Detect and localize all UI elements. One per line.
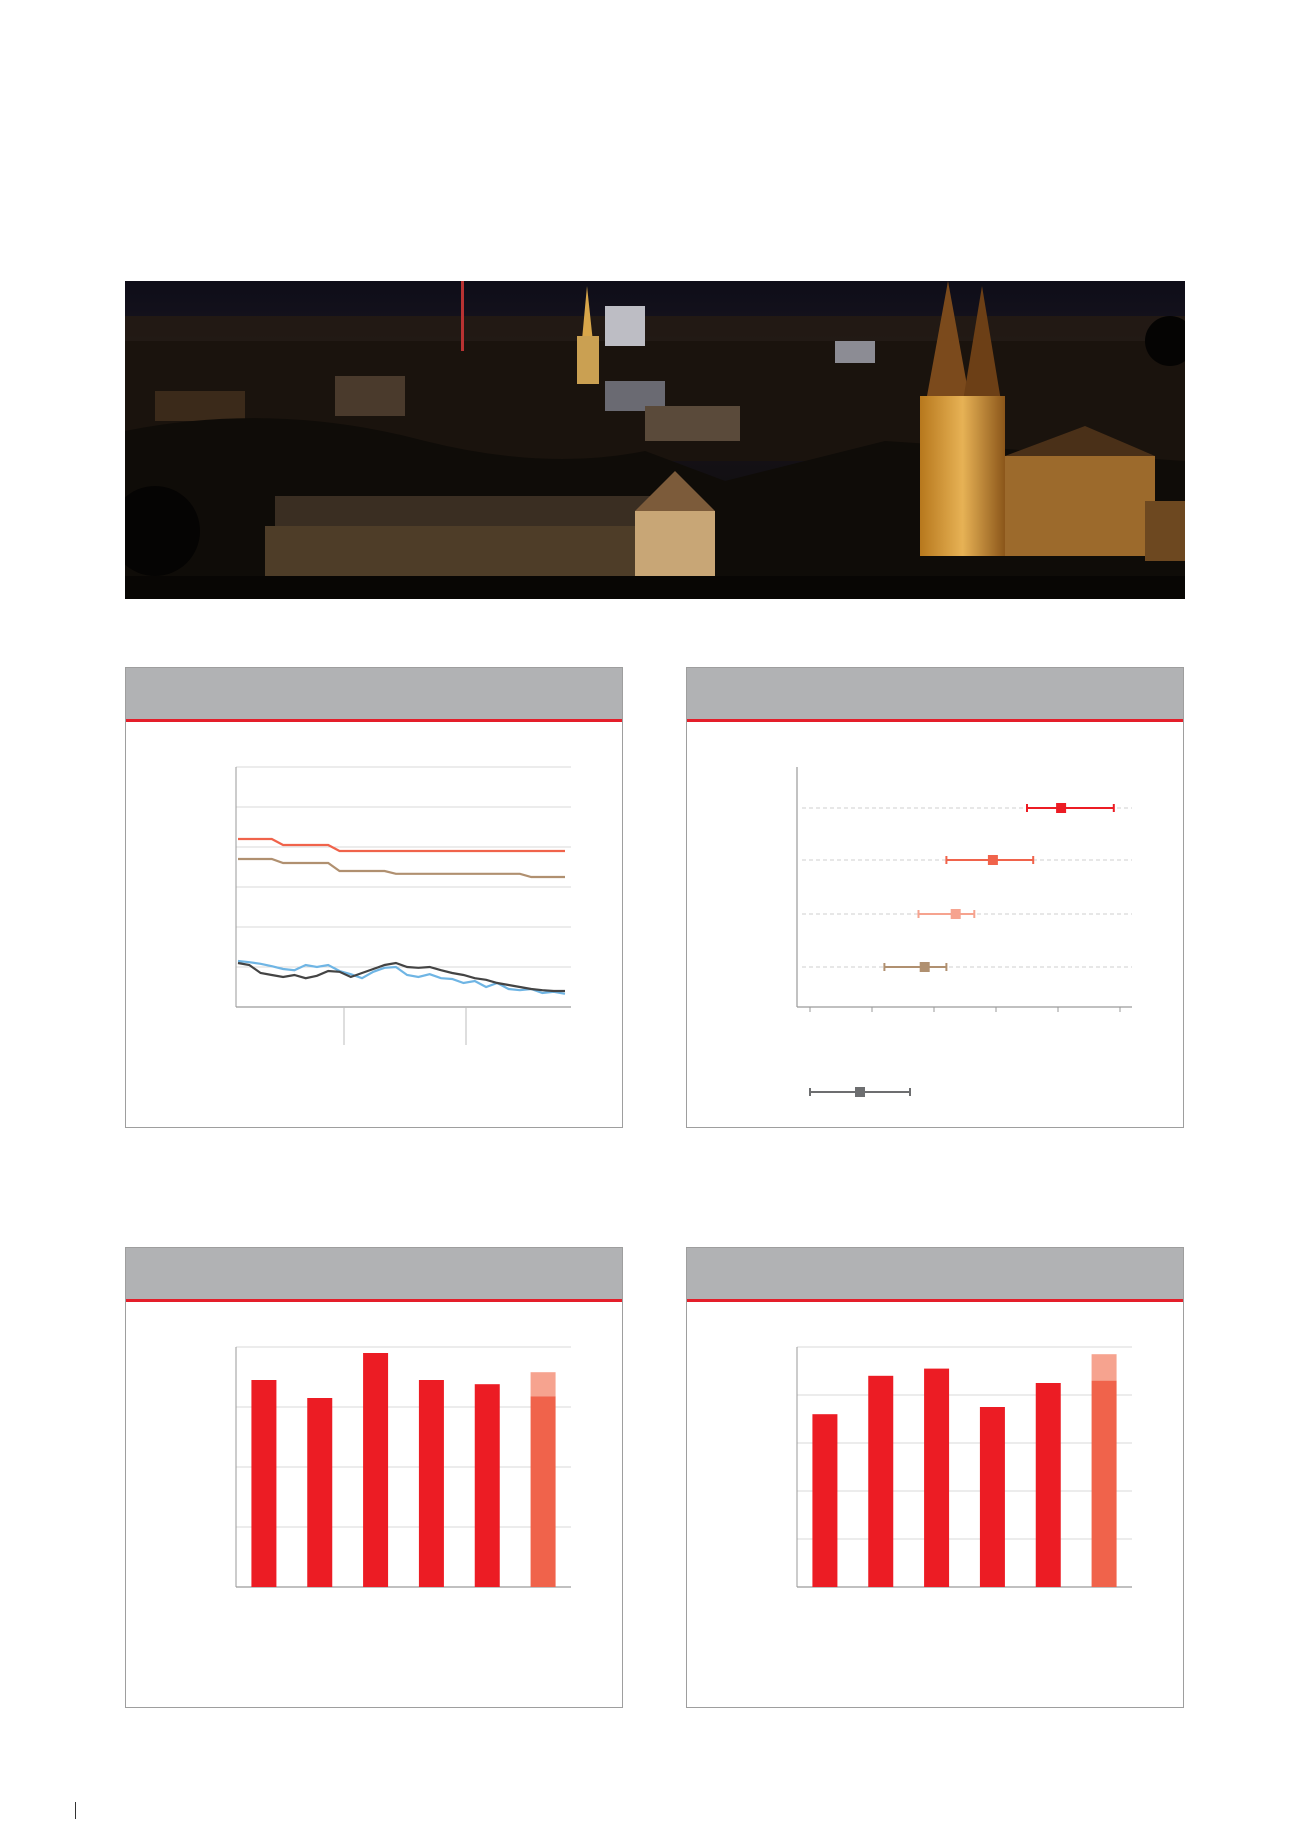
legend-marker	[855, 1087, 865, 1097]
bar	[251, 1380, 276, 1587]
night-city-skyline-photo	[125, 281, 1185, 599]
bar	[868, 1376, 893, 1587]
city-night-banner	[125, 281, 1185, 599]
bar	[812, 1414, 837, 1587]
panel-header	[687, 1248, 1183, 1302]
bar	[307, 1398, 332, 1587]
bar-projection	[531, 1372, 556, 1396]
series-line-0	[238, 839, 565, 851]
bar	[363, 1353, 388, 1587]
bar-chart	[126, 1302, 622, 1706]
bar	[1036, 1383, 1061, 1587]
bar	[1092, 1381, 1117, 1587]
point-marker	[920, 962, 930, 972]
bar	[419, 1380, 444, 1587]
chart-panel-bars-left	[125, 1247, 623, 1708]
line-chart	[126, 722, 622, 1126]
bar-chart	[687, 1302, 1183, 1706]
page-number-rule	[75, 1802, 76, 1819]
chart-panel-bars-right	[686, 1247, 1184, 1708]
series-line-1	[238, 859, 565, 877]
bar-projection	[1092, 1354, 1117, 1380]
point-marker	[988, 855, 998, 865]
bar	[475, 1384, 500, 1587]
chart-panel-trend	[125, 667, 623, 1128]
point-marker	[1056, 803, 1066, 813]
bar	[531, 1396, 556, 1587]
bar	[980, 1407, 1005, 1587]
point-marker	[951, 909, 961, 919]
panel-header	[126, 668, 622, 722]
panel-header	[126, 1248, 622, 1302]
errorbar-chart	[687, 722, 1183, 1126]
chart-panel-ranges	[686, 667, 1184, 1128]
panel-header	[687, 668, 1183, 722]
bar	[924, 1369, 949, 1587]
